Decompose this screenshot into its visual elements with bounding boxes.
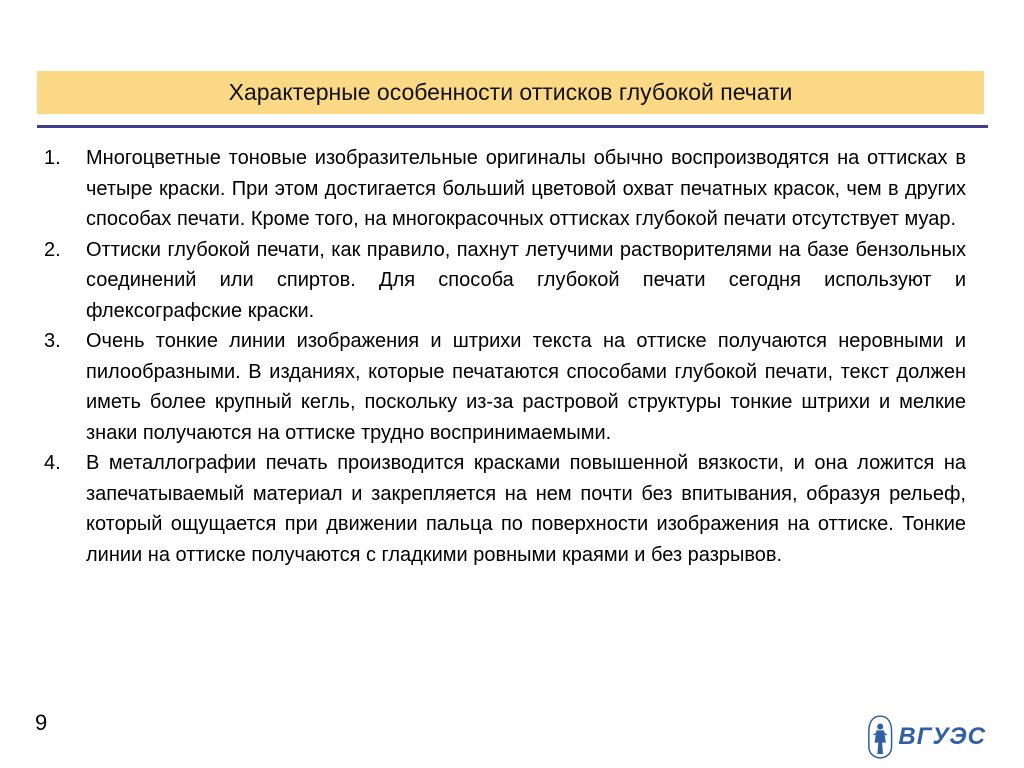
title-divider (37, 125, 988, 128)
university-logo (866, 712, 986, 762)
list-item (44, 326, 966, 448)
page-number: 9 (35, 710, 48, 735)
list-item-number: 4. (44, 452, 61, 474)
logo-text: ВГУЭС (898, 723, 986, 750)
slide-title: Характерные особенности оттисков глубокой печати (228, 79, 793, 105)
feature-list (44, 143, 966, 570)
list-item (44, 143, 966, 235)
list-item-text: Оттиски глубокой печати, как правило, пахнут летучими растворителями на базе бензольных соединений или спиртов. Для способа глубокой печати сегодня используют и флексографские краски. (86, 238, 966, 322)
emblem-icon (866, 713, 894, 761)
title-bar (37, 71, 984, 114)
list-item (44, 448, 966, 570)
list-item-text: Очень тонкие линии изображения и штрихи текста на оттиске получаются неровными и пилообразными. В изданиях, которые печатаются способами глубокой печати, текст должен иметь более крупный кегль, поскольку из-за растровой структуры тонкие штрихи и мелкие знаки получаются на оттиске трудно воспринимаемыми. (86, 330, 966, 444)
list-item-number: 2. (44, 238, 61, 261)
list-item-number: 3. (44, 330, 61, 352)
list-item-number: 1. (44, 147, 61, 169)
list-item-text: В металлографии печать производится красками повышенной вязкости, и она ложится на запечатываемый материал и закрепляется на нем почти без впитывания, образуя рельеф, который ощущается при движении пальца по поверхности изображения на оттиске. Тонкие линии на оттиске получаются с гладкими ровными краями и без разрывов. (86, 452, 966, 566)
list-item-text: Многоцветные тоновые изобразительные оригиналы обычно воспроизводятся на оттисках в четыре краски. При этом достигается больший цветовой охват печатных красок, чем в других способах печати. Кроме того, на многокрасочных оттисках глубокой печати отсутствует муар. (86, 147, 966, 230)
list-item (44, 235, 966, 327)
